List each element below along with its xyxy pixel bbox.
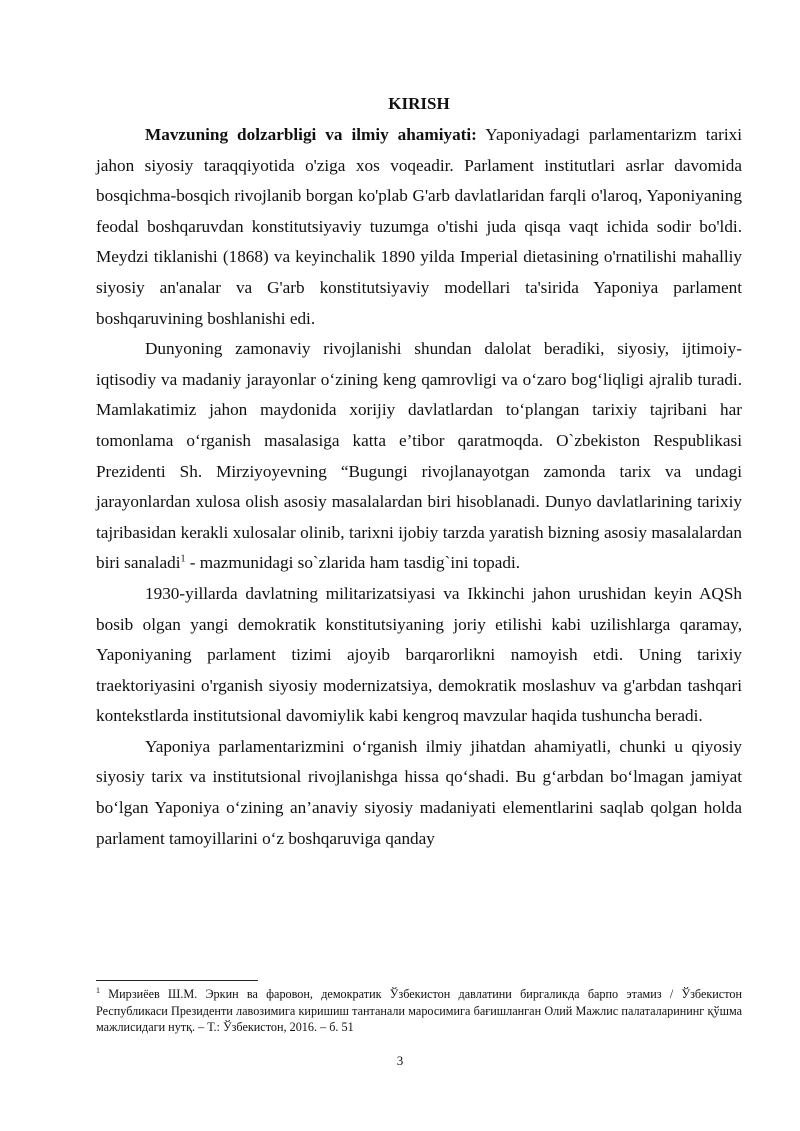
paragraph-text: Dunyoning zamonaviy rivojlanishi shundan dalolat beradiki, siyosiy, ijtimoiy-iqtisodiy va madaniy jarayonlar o‘zining keng qamrovligi va o‘zaro bog‘liqligi ajralib turadi. Mamlakatimiz jahon maydonida xorijiy davlatlardan to‘plangan tarixiy tajribani har tomonlama o‘rganish masalasiga katta e’tibor qaratmoqda. O`zbekiston Respublikasi Prezidenti Sh. Mirziyoyevning “Bugungi rivojlanayotgan zamonda tarix va undagi jarayonlardan xulosa olish asosiy masalalardan biri hisoblanadi. Dunyo davlatlarining tarixiy tajribasidan kerakli xulosalar olinib, tarixni ijobiy tarzda yaratish bizning asosiy masalalardan biri sanaladi xyxy=(96,339,742,573)
footnote-reference[interactable]: 1 xyxy=(180,553,186,565)
paragraph-relevance xyxy=(96,120,742,334)
paragraph-modern-development xyxy=(96,334,742,579)
paragraph-lead: Mavzuning dolzarbligi va ilmiy ahamiyati: xyxy=(145,125,477,144)
paragraph-stability: 1930-yillarda davlatning militarizatsiyasi va Ikkinchi jahon urushidan keyin AQSh bosib olgan yangi demokratik konstitutsiyaning joriy etilishi kabi uzilishlarga qaramay, Yaponiyaning parlament tizimi ajoyib barqarorlikni namoyish etdi. Uning tarixiy traektoriyasini o'rganish siyosiy modernizatsiya, demokratik moslashuv va g'arbdan tashqari kontekstlarda institutsional davomiylik kabi kengroq mavzular haqida tushuncha beradi. xyxy=(96,583,742,726)
section-heading: KIRISH xyxy=(388,94,450,113)
footnote-marker: 1 xyxy=(96,985,100,995)
footnote xyxy=(96,986,742,1036)
page-body xyxy=(96,92,742,854)
paragraph-text: - mazmunidagi so`zlarida ham tasdig`ini topadi. xyxy=(185,553,521,573)
paragraph-significance: Yaponiya parlamentarizmini o‘rganish ilmiy jihatdan ahamiyatli, chunki u qiyosiy siyosiy tarix va institutsional rivojlanishga hissa qo‘shadi. Bu g‘arbdan bo‘lmagan jamiyat bo‘lgan Yaponiya o‘zining an’anaviy siyosiy madaniyati elementlarini saqlab qolgan holda parlament tamoyillarini o‘z boshqaruviga qanday xyxy=(96,736,742,848)
paragraph-text: Yaponiyadagi parlamentarizm tarixi jahon siyosiy taraqqiyotida o'ziga xos voqeadir. Parlament institutlari asrlar davomida bosqichma-bosqich rivojlanib borgan ko'plab G'arb davlatlaridan farqli o'laroq, Yaponiyaning feodal boshqaruvdan konstitutsiyaviy tuzumga o'tishi juda qisqa vaqt ichida sodir bo'ldi. Meydzi tiklanishi (1868) va keyinchalik 1890 yilda Imperial dietasining o'rnatilishi mahalliy siyosiy an'analar va G'arb konstitutsiyaviy modellari ta'sirida Yaponiya parlament boshqaruvining boshlanishi edi. xyxy=(96,125,743,328)
page-number: 3 xyxy=(396,1053,404,1068)
footnote-separator xyxy=(96,980,258,981)
footnote-text: Мирзиёев Ш.М. Эркин ва фаровон, демократик Ўзбекистон давлатини биргаликда барпо этамиз / Ўзбекистон Республикаси Президенти лавозимига киришиш тантанали маросимига бағишланган Олий Мажлис палаталарининг қўшма мажлисидаги нутқ. – Т.: Ўзбекистон, 2016. – б. 51 xyxy=(96,987,742,1034)
